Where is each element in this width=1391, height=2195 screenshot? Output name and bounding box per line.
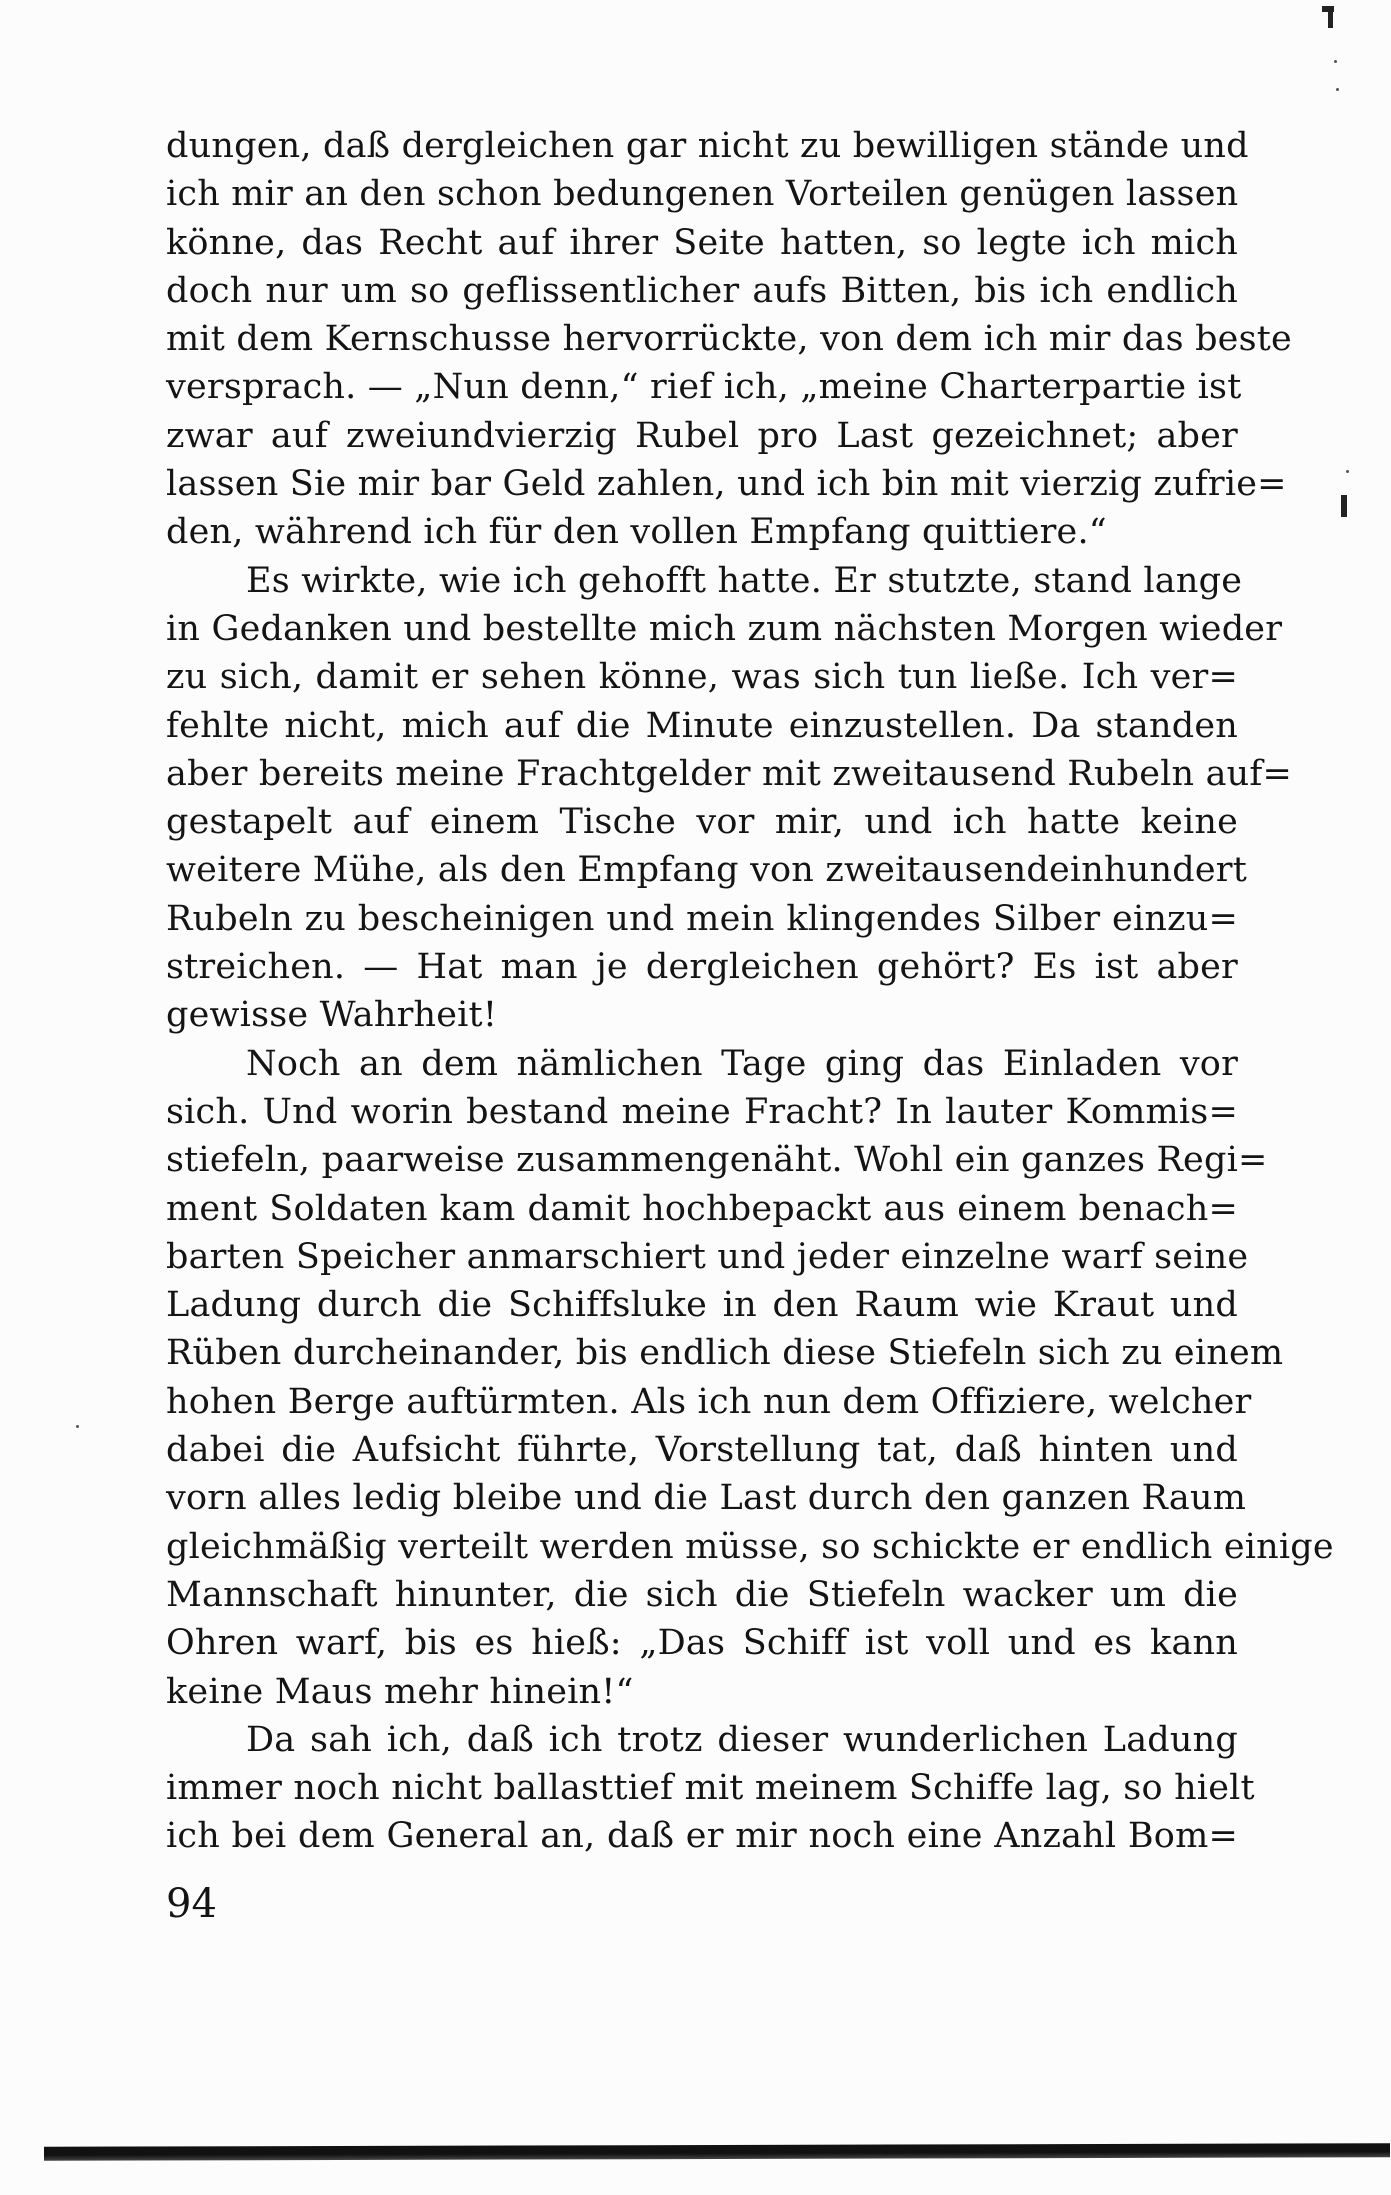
text-line: gewisse Wahrheit! [166, 995, 498, 1036]
text-line: aber bereits meine Frachtgelder mit zweitausend Rubeln auf= [166, 753, 1293, 794]
text-line: Da sah ich, daß ich trotz dieser wunderlichen Ladung [246, 1719, 1238, 1760]
text-line: zwar auf zweiundvierzig Rubel pro Last gezeichnet; aber [166, 415, 1238, 456]
text-line: immer noch nicht ballasttief mit meinem Schiffe lag, so hielt [166, 1768, 1255, 1809]
paragraph [166, 122, 1292, 557]
text-line: Noch an dem nämlichen Tage ging das Einladen vor [246, 1043, 1238, 1084]
text-line: dungen, daß dergleichen gar nicht zu bewilligen stände und [166, 126, 1249, 166]
body-text [166, 122, 1334, 1861]
text-line: Es wirkte, wie ich gehofft hatte. Er stutzte, stand lange [246, 560, 1243, 601]
text-line: Ladung durch die Schiffsluke in den Raum wie Kraut und [166, 1285, 1238, 1326]
text-line: fehlte nicht, mich auf die Minute einzustellen. Da standen [166, 705, 1238, 746]
text-line: mit dem Kernschusse hervorrückte, von dem ich mir das beste [166, 319, 1292, 360]
text-line: streichen. — Hat man je dergleichen gehört? Es ist aber [166, 947, 1238, 988]
text-line: lassen Sie mir bar Geld zahlen, und ich bin mit vierzig zufrie= [166, 464, 1287, 505]
text-line: ich mir an den schon bedungenen Vorteilen genügen lassen [166, 174, 1239, 215]
text-line: stiefeln, paarweise zusammengenäht. Wohl ein ganzes Regi= [166, 1140, 1268, 1181]
paragraph [166, 1716, 1255, 1861]
text-line: Rüben durcheinander, bis endlich diese Stiefeln sich zu einem [166, 1333, 1284, 1374]
text-line: Ohren warf, bis es hieß: „Das Schiff ist voll und es kann [166, 1623, 1238, 1664]
paragraph [166, 1040, 1334, 1716]
text-line: Mannschaft hinunter, die sich die Stiefeln wacker um die [166, 1574, 1238, 1615]
text-line: gleichmäßig verteilt werden müsse, so schickte er endlich einige [166, 1526, 1334, 1567]
text-line: den, während ich für den vollen Empfang quittiere.“ [166, 512, 1107, 553]
speck [1346, 470, 1349, 473]
text-line: gestapelt auf einem Tische vor mir, und ich hatte keine [166, 802, 1238, 843]
text-line: könne, das Recht auf ihrer Seite hatten, so legte ich mich [166, 222, 1238, 263]
margin-mark [1328, 8, 1333, 28]
bottom-edge-shadow [44, 2143, 1390, 2161]
speck [76, 1425, 79, 1428]
text-line: ment Soldaten kam damit hochbepackt aus einem benach= [166, 1188, 1238, 1229]
text-line: in Gedanken und bestellte mich zum nächsten Morgen wieder [166, 608, 1283, 649]
text-line: sich. Und worin bestand meine Fracht? In lauter Kommis= [166, 1091, 1238, 1132]
text-line: Rubeln zu bescheinigen und mein klingendes Silber einzu= [166, 898, 1238, 939]
paragraph [166, 557, 1293, 1040]
text-line: ich bei dem General an, daß er mir noch eine Anzahl Bom= [166, 1816, 1238, 1857]
text-line: barten Speicher anmarschiert und jeder einzelne warf seine [166, 1236, 1249, 1277]
text-line: vorn alles ledig bleibe und die Last durch den ganzen Raum [166, 1478, 1247, 1519]
speck [1336, 88, 1339, 91]
text-line: weitere Mühe, als den Empfang von zweitausendeinhundert [166, 850, 1247, 891]
text-line: zu sich, damit er sehen könne, was sich tun ließe. Ich ver= [166, 657, 1238, 698]
text-line: hohen Berge auftürmten. Als ich nun dem Offiziere, welcher [166, 1381, 1252, 1422]
margin-mark [1341, 495, 1347, 517]
text-line: doch nur um so geflissentlicher aufs Bitten, bis ich endlich [166, 270, 1238, 311]
speck [1334, 60, 1337, 63]
text-line: versprach. — „Nun denn,“ rief ich, „meine Charterpartie ist [166, 367, 1242, 408]
page-number: 94 [166, 1881, 217, 1927]
text-line: keine Maus mehr hinein!“ [166, 1671, 634, 1712]
text-line: dabei die Aufsicht führte, Vorstellung tat, daß hinten und [166, 1430, 1238, 1471]
